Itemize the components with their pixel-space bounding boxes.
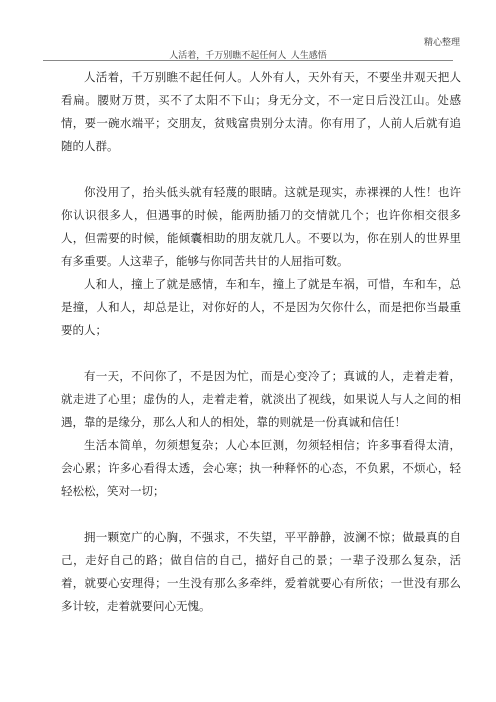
paragraph-6: 拥一颗宽广的心胸，不强求，不失望，平平静静，波澜不惊；做最真的自己，走好自己的路；做自信的自己，描好自己的景；一辈子没那么复杂，活着，就要心安理得；一生没有那么多牵绊，爱着就要心有所依；一世没有那么多计较，走着就要问心无愧。 (61, 530, 461, 613)
paragraph-5: 生活本简单，勿须想复杂；人心本叵测，勿须轻相信；许多事看得太清，会心累；许多心看得太透，会心寒；执一种释怀的心态，不负累，不烦心，轻轻松松，笑对一切； (61, 438, 461, 498)
paragraph-gap (61, 503, 461, 526)
header-title: 人活着，千万别瞧不起任何人_人生感悟 (169, 51, 327, 61)
corner-label: 精心整理 (423, 38, 460, 48)
paragraph-gap (61, 342, 461, 365)
paragraph-3: 人和人，撞上了就是感情，车和车，撞上了就是车祸，可惜，车和车，总是撞，人和人，却总是让，对你好的人，不是因为欠你什么，而是把你当最重要的人； (61, 277, 461, 337)
paragraph-gap (61, 158, 461, 181)
paragraph-1: 人活着，千万别瞧不起任何人。人外有人，天外有天，不要坐井观天把人看扁。腰财万贯，买不了太阳不下山；身无分文，不一定日后没江山。处感情，要一碗水端平；交朋友，贫贱富贵别分太清。你有用了，人前人后就有追随的人群。 (61, 70, 461, 153)
document-body (61, 66, 461, 618)
paragraph-2: 你没用了，抬头低头就有轻蔑的眼睛。这就是现实，赤裸裸的人性！也许你认识很多人，但遇事的时候，能两肋插刀的交情就几个；也许你相交很多人，但需要的时候，能倾囊相助的朋友就几人。不要以为，你在别人的世界里有多重要。人这辈子，能够与你同苦共甘的人屈指可数。 (61, 185, 461, 268)
paragraph-4: 有一天，不问你了，不是因为忙，而是心变冷了；真诚的人，走着走着，就走进了心里；虚伪的人，走着走着，就淡出了视线，如果说人与人之间的相遇，靠的是缘分，那么人和人的相处，靠的则就是一份真诚和信任！ (61, 369, 461, 429)
header-rule (43, 60, 453, 61)
